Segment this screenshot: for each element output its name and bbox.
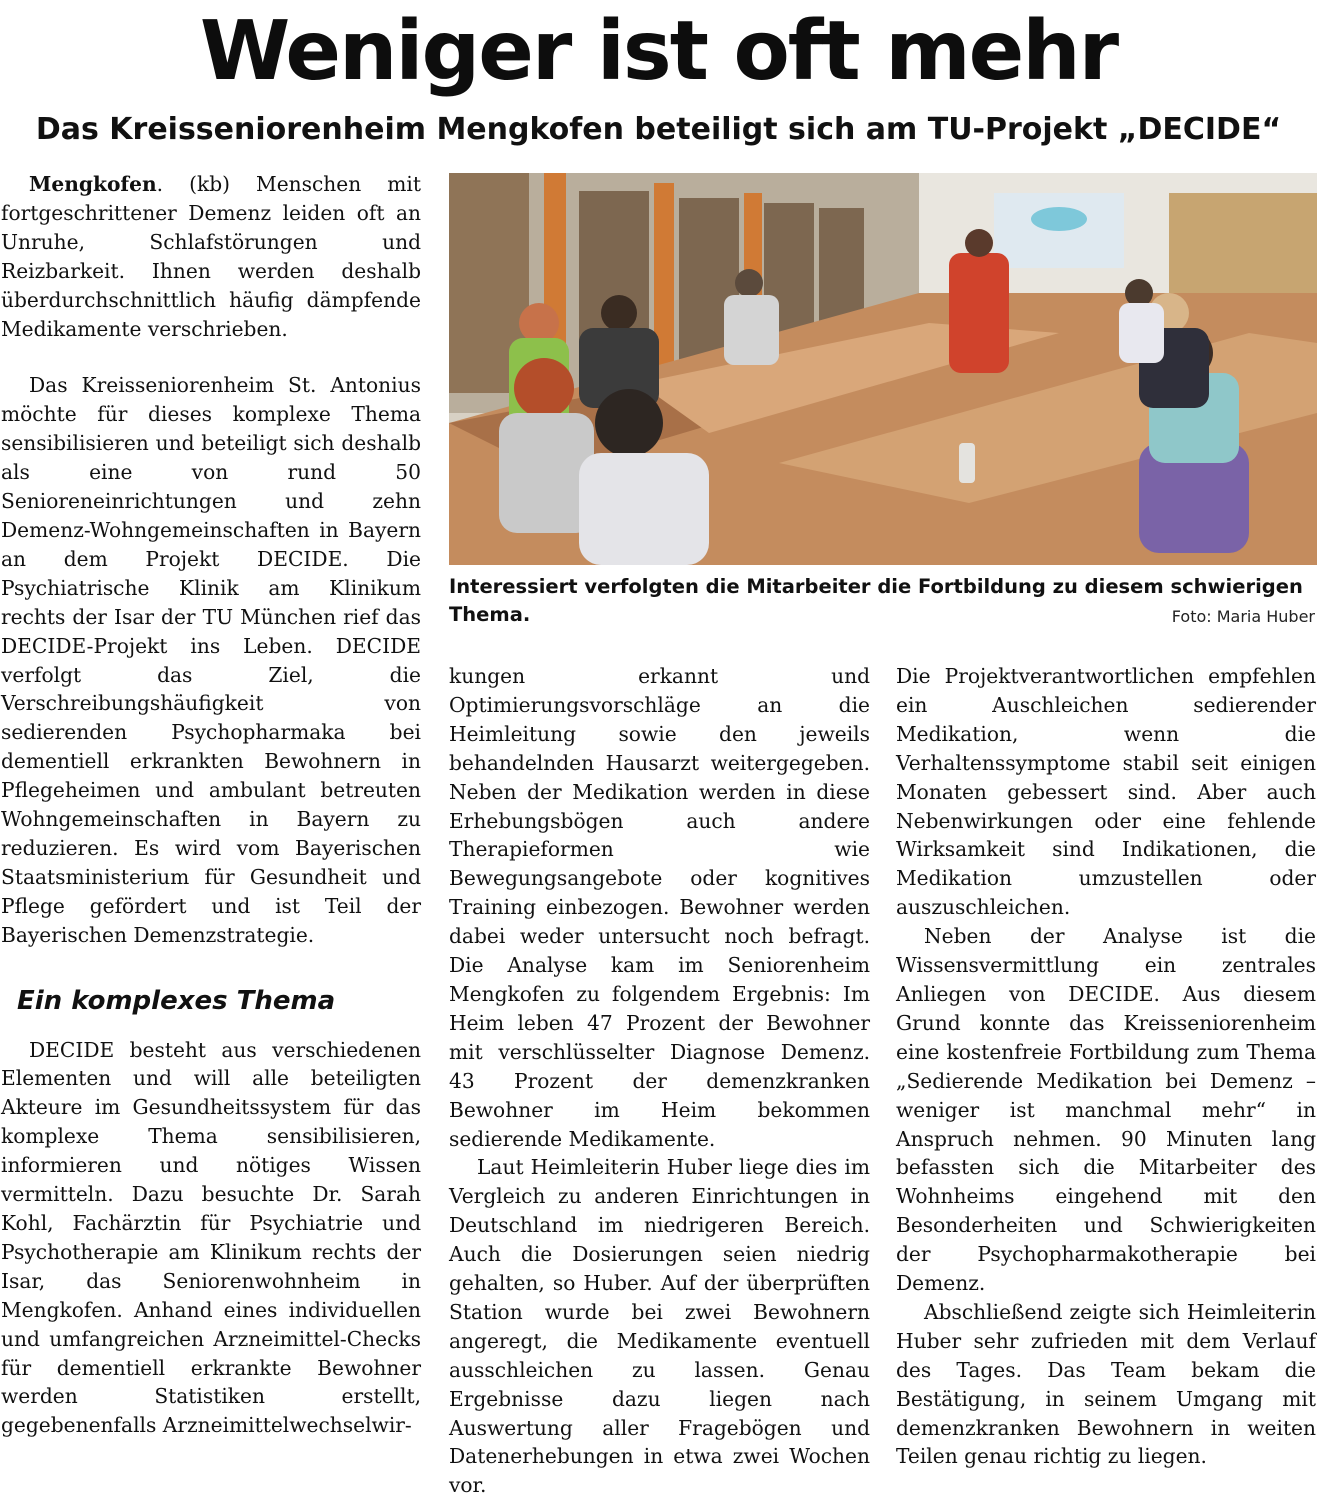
article-headline: Weniger ist oft mehr <box>199 4 1118 99</box>
text-column-1 <box>1 170 421 1440</box>
paragraph-conclusion: Abschließend zeigte sich Heimleiterin Huber sehr zufrieden mit dem Verlauf des Tages. Das Team bekam die Bestätigung, in seinem Umgang mit demenzkranken Bewohnern in weiten Teilen genau richtig zu liegen. <box>896 1299 1316 1469</box>
paragraph-heimleiterin-comparison: Laut Heimleiterin Huber liege dies im Vergleich zu anderen Einrichtungen in Deutschland im niedrigeren Bereich. Auch die Dosierungen seien niedrig gehalten, so Huber. Auf der überprüften Station wurde bei zwei Bewohnern angeregt, die Medikamente eventuell ausschleichen zu lassen. Genau Ergebnisse dazu liegen nach Auswertung aller Fragebögen und Datenerhebungen in etwa zwei Wochen vor. <box>449 1155 870 1498</box>
article-photo <box>449 173 1317 565</box>
paragraph-decide-project: Das Kreisseniorenheim St. Antonius möchte für dieses komplexe Thema sensibilisieren und beteiligt sich deshalb als eine von rund 50 Senioreneinrichtungen und zehn Demenz-Wohngemeinschaften in Bayern an dem Projekt DECIDE. Die Psychiatrische Klinik am Klinikum rechts der Isar der TU München rief das DECIDE-Projekt ins Leben. DECIDE verfolgt das Ziel, die Verschreibungshäufigkeit von sedierenden Psychopharmaka bei dementiell erkrankten Bewohnern in Pflegeheimen und ambulant betreuten Wohngemeinschaften in Bayern zu reduzieren. Es wird vom Bayerischen Staatsministerium für Gesundheit und Pflege gefördert und ist Teil der Bayerischen Demenzstrategie. <box>1 373 421 947</box>
dateline: Mengkofen <box>29 172 157 196</box>
photo-credit: Foto: Maria Huber <box>1171 607 1315 626</box>
article-subheadline: Das Kreisseniorenheim Mengkofen beteiligt sich am TU-Projekt „DECIDE“ <box>35 112 1282 147</box>
section-subheading: Ein komplexes Thema <box>17 985 336 1016</box>
paragraph-analysis-results: kungen erkannt und Optimierungsvorschläge an die Heimleitung sowie den jeweils behandelnden Hausarzt weitergegeben. Neben der Medikation werden in diese Erhebungsbögen auch andere Therapieformen wie Bewegungsangebote oder kognitives Training einbezogen. Bewohner werden dabei weder untersucht noch befragt. Die Analyse kam im Seniorenheim Mengkofen zu folgendem Ergebnis: Im Heim leben 47 Prozent der Bewohner mit verschlüsselter Diagnose Demenz. 43 Prozent der demenzkranken Bewohner im Heim bekommen sedierende Medikamente. <box>449 664 870 1151</box>
photo-caption: Interessiert verfolgten die Mitarbeiter die Fortbildung zu diesem schwierigen Thema. <box>449 575 1303 626</box>
paragraph-knowledge-transfer: Neben der Analyse ist die Wissensvermittlung ein zentrales Anliegen von DECIDE. Aus diesem Grund konnte das Kreisseniorenheim eine kostenfreie Fortbildung zum Thema „Sedierende Medikation bei Demenz – weniger ist manchmal mehr“ in Anspruch nehmen. 90 Minuten lang befassten sich die Mitarbeiter des Wohnheims eingehend mit den Besonderheiten und Schwierigkeiten der Psychopharmakotherapie bei Demenz. <box>896 924 1316 1296</box>
text-column-2 <box>449 662 870 1500</box>
intro-text: . (kb) Menschen mit fortgeschrittener Demenz leiden oft an Unruhe, Schlafstörungen und Reizbarkeit. Ihnen werden deshalb überdurchschnittlich häufig dämpfende Medikamente verschrieben. <box>1 172 421 341</box>
paragraph-decide-elements: DECIDE besteht aus verschiedenen Elementen und will alle beteiligten Akteure im Gesundheitssystem für das komplexe Thema sensibilisieren, informieren und nötiges Wissen vermitteln. Dazu besuchte Dr. Sarah Kohl, Fachärztin für Psychiatrie und Psychotherapie am Klinikum rechts der Isar, das Seniorenwohnheim in Mengkofen. Anhand eines individuellen und umfangreichen Arzneimittel-Checks für dementiell erkrankte Bewohner werden Statistiken erstellt, gegebenenfalls Arzneimittelwechselwir- <box>1 1037 421 1438</box>
intro-paragraph <box>1 170 421 343</box>
text-column-3 <box>896 662 1316 1471</box>
training-session-illustration <box>449 173 1317 565</box>
paragraph-recommendations: Die Projektverantwortlichen empfehlen ein Auschleichen sedierender Medikation, wenn die Verhaltenssymptome stabil seit einigen Monaten gebessert sind. Aber auch Nebenwirkungen oder eine fehlende Wirksamkeit sind Indikationen, die Medikation umzustellen oder auszuschleichen. <box>896 664 1316 920</box>
